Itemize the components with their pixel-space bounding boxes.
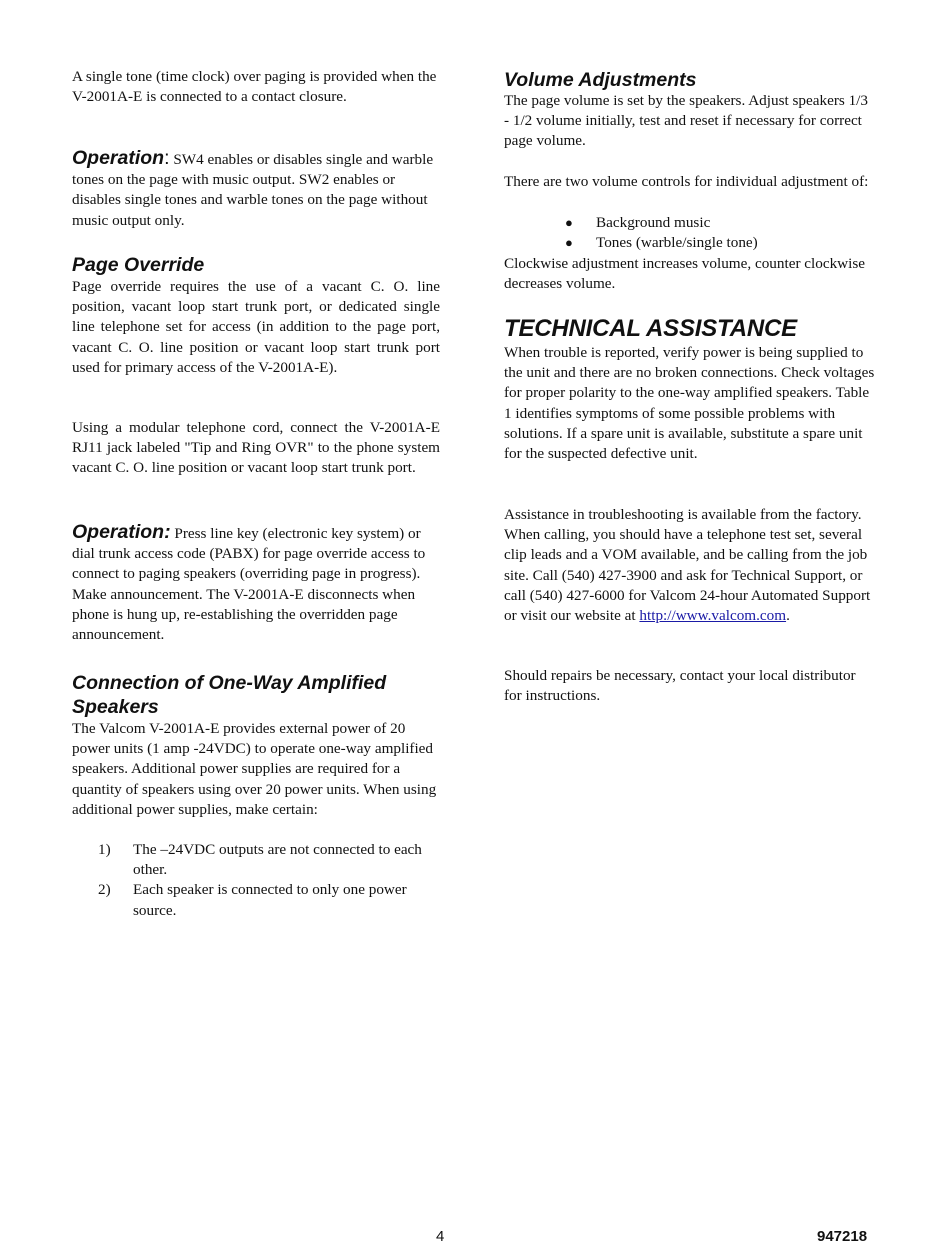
- intro-paragraph: A single tone (time clock) over paging is provided when the V-2001A-E is connected to a contact closure.: [72, 68, 437, 106]
- document-number: 947218: [817, 1228, 868, 1245]
- bullet-icon: ●: [565, 235, 573, 251]
- technical-paragraph-3: Should repairs be necessary, contact your local distributor for instructions.: [504, 667, 856, 705]
- bullet-icon: ●: [565, 215, 573, 230]
- operation-text: SW4 enables or disables single and warble tones on the page with music output. SW2 enables or disables single tones and warble tones on the page without music output only.: [72, 151, 434, 229]
- volume-paragraph-3: Clockwise adjustment increases volume, counter clockwise decreases volume.: [504, 255, 866, 293]
- operation-override-label: Operation:: [72, 521, 171, 543]
- connection-heading: Connection of One-Way Amplified Speakers: [72, 672, 387, 718]
- page-override-paragraph-2: Using a modular telephone cord, connect the V-2001A-E RJ11 jack labeled "Tip and Ring OVR" to the phone system vacant C. O. line position or vacant loop start trunk port.: [72, 419, 440, 477]
- page-override-heading: Page Override: [72, 254, 205, 276]
- list-item: [72, 840, 440, 880]
- volume-paragraph-2: There are two volume controls for individual adjustment of:: [504, 173, 869, 190]
- technical-assistance-heading: TECHNICAL ASSISTANCE: [504, 315, 797, 342]
- list-item-number: 1): [98, 841, 111, 858]
- technical-paragraph-2: [504, 505, 876, 626]
- technical-paragraph-1: When trouble is reported, verify power is being supplied to the unit and there are no broken connections. Check voltages for proper polarity to the one-way amplified speakers. Table 1 identifies symptoms of some possible problems with solutions. If a spare unit is available, substitute a spare unit for the suspected defective unit.: [504, 344, 875, 463]
- list-item-text: The –24VDC outputs are not connected to each other.: [133, 841, 422, 879]
- volume-adjustments-heading: Volume Adjustments: [504, 69, 697, 91]
- list-item-text: Background music: [596, 214, 711, 231]
- operation-label: Operation: [72, 147, 165, 169]
- page-number: 4: [436, 1228, 445, 1245]
- list-item: [504, 233, 876, 253]
- operation-override-text: Press line key (electronic key system) or dial trunk access code (PABX) for page override access to connect to paging speakers (overriding page in progress). Make announcement. The V-2001A-E disconnects when phone is hung up, re-establishing the overridden page announcement.: [72, 525, 426, 644]
- operation-override-paragraph: [72, 522, 440, 645]
- list-item-text: Each speaker is connected to only one power source.: [133, 881, 407, 919]
- connection-numbered-list: [72, 840, 440, 921]
- operation-colon: :: [164, 147, 170, 169]
- valcom-website-link[interactable]: http://www.valcom.com: [639, 607, 787, 625]
- volume-bullet-list: [504, 213, 876, 253]
- technical-paragraph-2-text: Assistance in troubleshooting is available from the factory. When calling, you should have a telephone test set, several clip leads and a VOM available, and be calling from the job site. Call (540) 427-3900 and ask for Technical Support, or call (540) 427-6000 for Valcom 24-hour Automated Support or visit our website at: [504, 506, 871, 625]
- volume-paragraph-1: The page volume is set by the speakers. Adjust speakers 1/3 - 1/2 volume initially, test and reset if necessary for correct page volume.: [504, 92, 868, 150]
- list-item-text: Tones (warble/single tone): [596, 234, 758, 252]
- link-suffix: .: [786, 607, 790, 625]
- list-item-number: 2): [98, 881, 111, 899]
- operation-paragraph: [72, 148, 440, 231]
- list-item: [504, 213, 876, 233]
- list-item: [72, 880, 440, 920]
- page-override-paragraph-1: Page override requires the use of a vacant C. O. line position, vacant loop start trunk port, or dedicated single line telephone set for access (in addition to the page port, vacant C. O. line position or vacant loop start trunk port used for primary access of the V-2001A-E).: [72, 278, 440, 376]
- connection-paragraph: The Valcom V-2001A-E provides external power of 20 power units (1 amp -24VDC) to operate one-way amplified speakers. Additional power supplies are required for a quantity of speakers using over 20 power units. When using additional power supplies, make certain:: [72, 720, 437, 818]
